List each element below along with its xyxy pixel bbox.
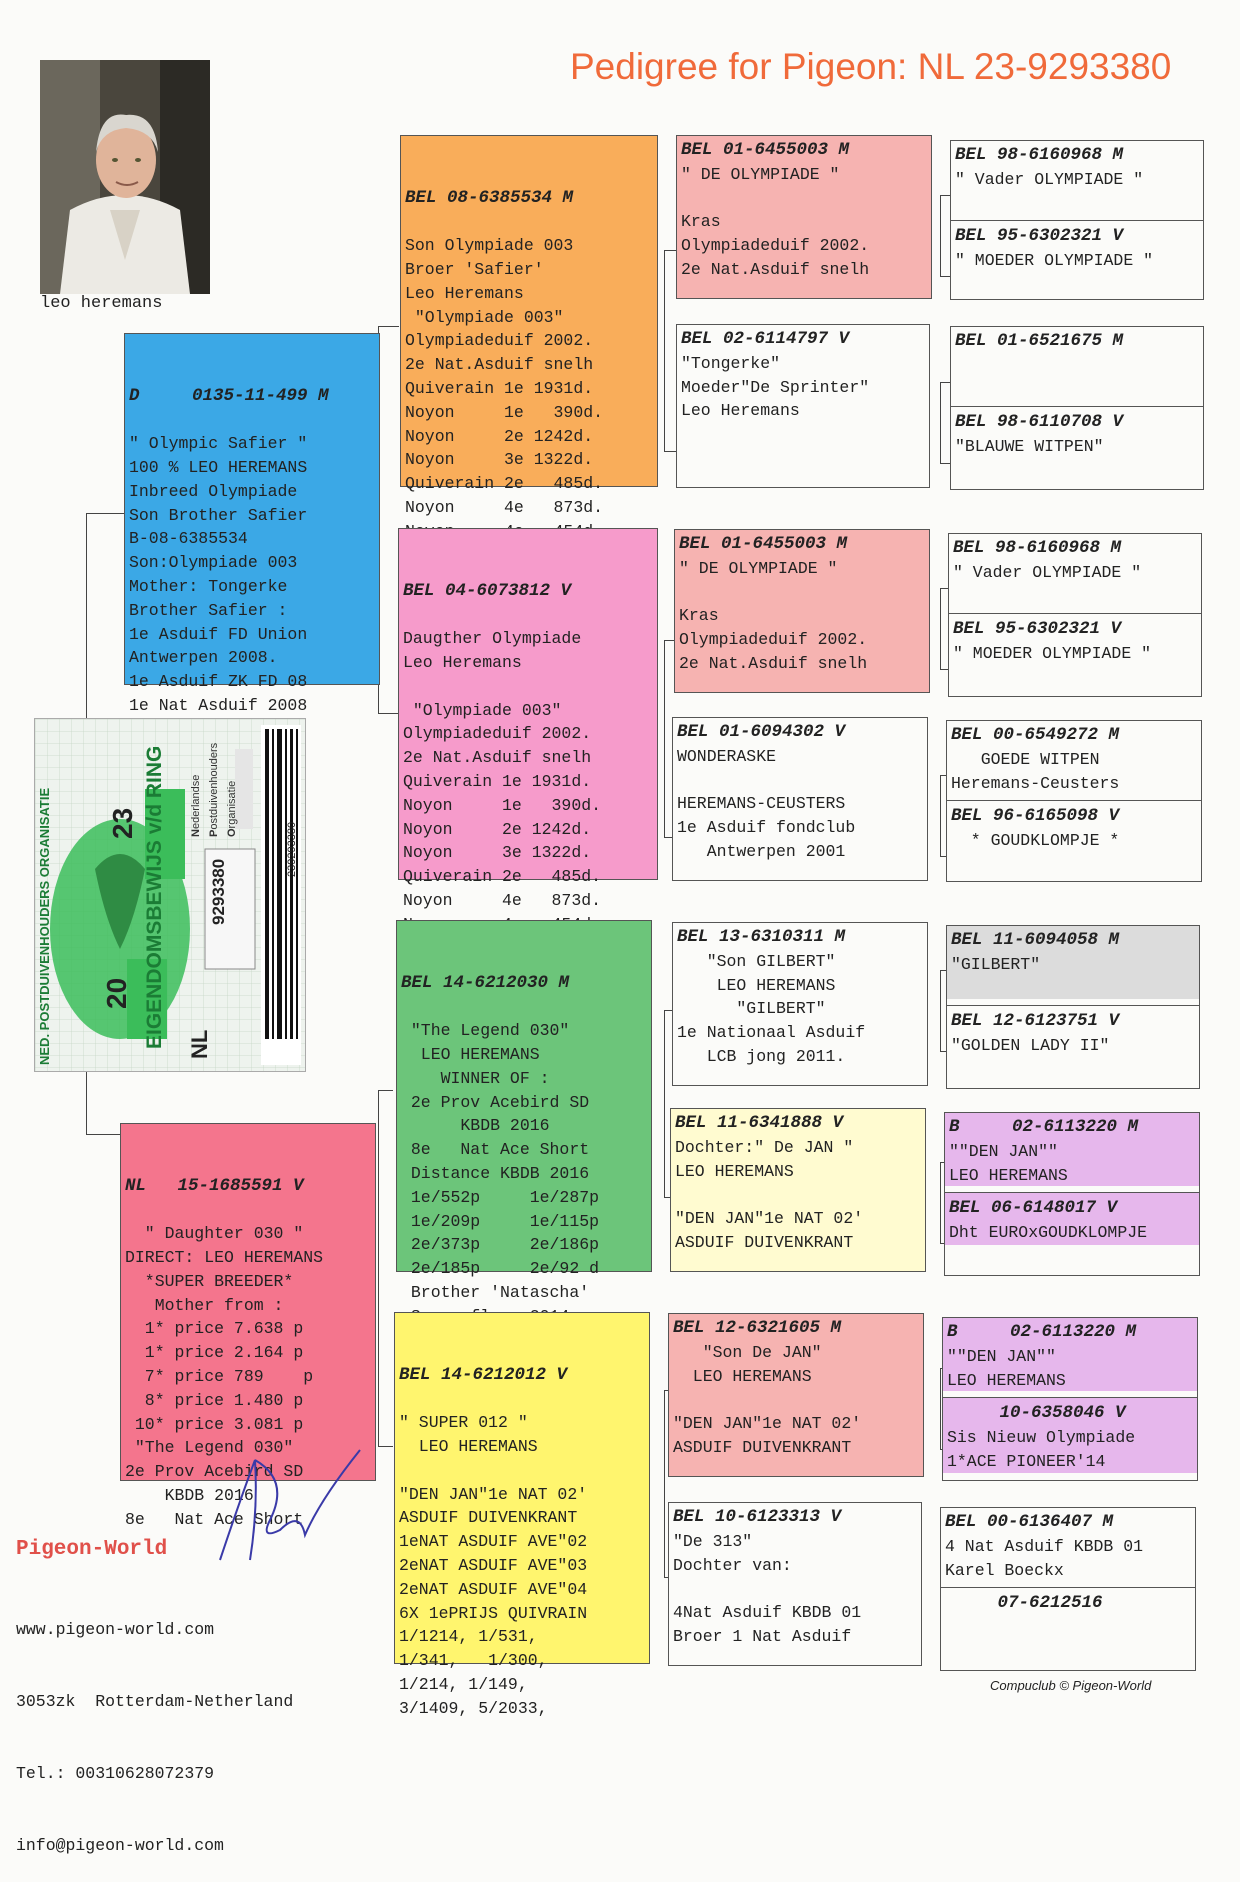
copyright-note: Compuclub © Pigeon-World <box>990 1678 1152 1693</box>
signature <box>210 1440 390 1580</box>
contact-block <box>16 1570 293 1882</box>
ggg-dam-ring: BEL 12-6123751 V <box>951 1011 1120 1031</box>
great-grandparent-2-card[interactable] <box>676 324 930 488</box>
pedigree-line: 8e Nat Ace Short <box>401 1140 590 1160</box>
pedigree-line <box>675 1183 921 1207</box>
pedigree-line: "Tongerke" <box>681 353 781 373</box>
pedigree-line: 1* price 7.638 p <box>125 1319 304 1339</box>
pedigree-line: WONDERASKE <box>677 746 777 766</box>
ggg-sire-ring: BEL 11-6094058 M <box>951 930 1120 950</box>
grandsire-1-ring: BEL 08-6385534 M <box>405 187 574 208</box>
ggg-dam-line: 1*ACE PIONEER'14 <box>947 1451 1106 1471</box>
pedigree-line: 2eNAT ASDUIF AVE"04 <box>399 1579 588 1599</box>
great-grandparent-5-card[interactable] <box>672 922 928 1086</box>
side-letter-o: O <box>226 828 238 837</box>
pedigree-line: 1eNAT ASDUIF AVE"02 <box>399 1532 588 1552</box>
pedigree-line: 6X 1ePRIJS QUIVRAIN <box>399 1603 588 1623</box>
ggg-sire-line: "GILBERT" <box>951 954 1041 974</box>
pedigree-line: DIRECT: LEO HEREMANS <box>125 1247 324 1267</box>
ggg-sire-line: ""DEN JAN"" <box>949 1141 1058 1161</box>
ggg-sire-line: " Vader OLYMPIADE " <box>953 562 1142 582</box>
pedigree-line <box>673 1577 917 1601</box>
ggg-dam-line: "GOLDEN LADY II" <box>951 1035 1110 1055</box>
ggg-sire-line <box>955 354 1199 378</box>
ggg-dam-ring: 07-6212516 <box>945 1593 1103 1613</box>
main-dam-ring: NL 15-1685591 V <box>125 1175 304 1196</box>
ggg-dam[interactable] <box>949 613 1201 666</box>
pedigree-line: Noyon 1e 390d. <box>405 402 604 422</box>
pedigree-line: "The Legend 030" <box>125 1438 294 1458</box>
ggg-dam-ring: BEL 06-6148017 V <box>949 1198 1118 1218</box>
pedigree-line: Noyon 2e 1242d. <box>405 426 594 446</box>
pedigree-line: Broer 1 Nat Asduif <box>673 1626 852 1646</box>
pedigree-line: " Daughter 030 " <box>125 1224 304 1244</box>
pedigree-line: Kras <box>681 212 721 232</box>
pedigree-line: Mother from : <box>125 1295 284 1315</box>
ggg-dam[interactable] <box>947 1005 1199 1058</box>
pedigree-line: 2e Prov Acebird SD <box>401 1092 590 1112</box>
ggg-pair-8-card[interactable] <box>940 1507 1196 1671</box>
pedigree-line: 2e Nat.Asduif snelh <box>405 355 594 375</box>
email-link[interactable]: info@pigeon-world.com <box>16 1836 224 1855</box>
pedigree-line: " Olympic Safier " <box>129 434 308 454</box>
ggg-dam-ring: 10-6358046 V <box>947 1403 1126 1423</box>
ggg-sire-line: 4 Nat Asduif KBDB 01 <box>945 1536 1144 1556</box>
ggg-pair-6-card[interactable] <box>944 1112 1200 1276</box>
ggg-dam-ring: BEL 95-6302321 V <box>953 619 1122 639</box>
great-grandparent-1-card[interactable] <box>676 135 932 299</box>
pedigree-line: 1e Asduif ZK FD 08 <box>129 672 308 692</box>
pedigree-line: "Olympiade 003" <box>405 307 564 327</box>
ggg-dam-ring: BEL 95-6302321 V <box>955 226 1124 246</box>
breeder-photo <box>40 60 210 294</box>
pedigree-line: B-08-6385534 <box>129 529 248 549</box>
pedigree-line: Leo Heremans <box>403 652 522 672</box>
pedigree-line: Quiverain 2e 485d. <box>403 867 602 887</box>
pedigree-line: Leo Heremans <box>405 283 524 303</box>
pedigree-line: " DE OLYMPIADE " <box>681 164 840 184</box>
side-word-o: rganisatie <box>226 780 238 829</box>
great-grandparent-6-card[interactable] <box>670 1108 926 1272</box>
pedigree-line: Noyon 4e 873d. <box>405 497 604 517</box>
ownership-card <box>34 718 306 1072</box>
pedigree-line: "GILBERT" <box>677 999 826 1019</box>
pedigree-line: "Son GILBERT" <box>677 951 836 971</box>
ggg-sire[interactable] <box>949 534 1201 607</box>
ggg-sire[interactable] <box>945 1113 1199 1186</box>
pedigree-line: LCB jong 2011. <box>677 1046 846 1066</box>
pedigree-line: LEO HEREMANS <box>675 1161 794 1181</box>
granddam-2-ring: BEL 14-6212012 V <box>399 1364 568 1385</box>
pedigree-line: 2e Nat.Asduif snelh <box>679 653 868 673</box>
pedigree-line <box>403 675 653 699</box>
ggg-sire[interactable] <box>947 926 1199 999</box>
pedigree-line: LEO HEREMANS <box>673 1366 812 1386</box>
pedigree-line: 7* price 789 p <box>125 1366 314 1386</box>
pedigree-line: 1e Asduif fondclub <box>677 818 856 838</box>
ggg-sire[interactable] <box>951 141 1203 214</box>
ggg-sire[interactable] <box>951 327 1203 400</box>
photo-caption: leo heremans <box>40 294 163 313</box>
side-word-n: ederlandse <box>190 774 202 830</box>
pedigree-line: Quiverain 2e 485d. <box>405 474 604 494</box>
pedigree-line: ASDUIF DUIVENKRANT <box>673 1437 852 1457</box>
pedigree-line: 1e/209p 1e/115p <box>401 1211 600 1231</box>
pedigree-line: Son Olympiade 003 <box>405 236 574 256</box>
ggg-sire-line: ""DEN JAN"" <box>947 1346 1056 1366</box>
pedigree-line: ASDUIF DUIVENKRANT <box>399 1508 578 1528</box>
side-word-p: ostduivenhouders <box>208 742 220 830</box>
pedigree-line: Noyon 4e 873d. <box>403 890 602 910</box>
pedigree-line: "DEN JAN"1e NAT 02' <box>673 1414 862 1434</box>
ggg-pair-1-card[interactable] <box>950 140 1204 300</box>
ggg-sire-line: " Vader OLYMPIADE " <box>955 169 1144 189</box>
great-grandparent-8-ring: BEL 10-6123313 V <box>673 1507 842 1527</box>
grandsire-2-card[interactable] <box>396 920 652 1302</box>
ggg-dam[interactable] <box>947 800 1201 853</box>
pedigree-line: Son:Olympiade 003 <box>129 553 298 573</box>
granddam-2-card[interactable] <box>394 1312 650 1718</box>
pedigree-line: "Olympiade 003" <box>403 700 562 720</box>
pedigree-line: 100 % LEO HEREMANS <box>129 457 308 477</box>
pedigree-line: " SUPER 012 " <box>399 1413 528 1433</box>
ring-card-year-right: 23 <box>107 807 138 839</box>
pedigree-line: *SUPER BREEDER* <box>125 1271 294 1291</box>
pedigree-line <box>681 187 927 211</box>
ring-card-country: NL <box>187 1029 212 1059</box>
ring-card-title-text: EIGENDOMSBEWIJS <box>143 840 166 1049</box>
pedigree-line: 1e Nat Asduif 2008 <box>129 695 308 715</box>
pedigree-line: Antwerpen 2001 <box>677 841 846 861</box>
ring-card-year-left: 20 <box>101 977 132 1009</box>
pedigree-line: KBDB 2016 <box>401 1116 550 1136</box>
pedigree-line: Quiverain 1e 1931d. <box>405 378 594 398</box>
pedigree-line: 1e Asduif FD Union <box>129 624 308 644</box>
ggg-dam-line: Dht EUROxGOUDKLOMPJE <box>949 1222 1148 1242</box>
pedigree-line: 1* price 2.164 p <box>125 1343 304 1363</box>
ring-card-side-text <box>187 743 241 837</box>
main-dam-card[interactable] <box>120 1123 376 1529</box>
great-grandparent-6-ring: BEL 11-6341888 V <box>675 1113 844 1133</box>
pedigree-line: Antwerpen 2008. <box>129 648 278 668</box>
pedigree-line: 10* price 3.081 p <box>125 1414 304 1434</box>
pedigree-line: 3/1409, 5/2033, <box>399 1698 548 1718</box>
ggg-dam-line: Sis Nieuw Olympiade <box>947 1427 1136 1447</box>
ring-card-number: 9293380 <box>209 858 228 925</box>
ggg-sire-ring: B 02-6113220 M <box>949 1117 1139 1137</box>
brand-name: Pigeon-World <box>16 1538 168 1561</box>
great-grandparent-8-card[interactable] <box>668 1502 922 1666</box>
pedigree-line: Moeder"De Sprinter" <box>681 377 870 397</box>
grandsire-2-ring: BEL 14-6212030 M <box>401 972 570 993</box>
pedigree-line: Distance KBDB 2016 <box>401 1163 590 1183</box>
pedigree-line: Inbreed Olympiade <box>129 481 298 501</box>
ring-card-barcode-number: 239293380 <box>286 821 298 877</box>
pedigree-line: ASDUIF DUIVENKRANT <box>675 1232 854 1252</box>
website-link[interactable]: www.pigeon-world.com <box>16 1620 215 1639</box>
pedigree-line: 2e Prov Acebird SD <box>125 1462 304 1482</box>
address-line: 3053zk Rotterdam-Netherland <box>16 1692 294 1711</box>
pedigree-line: "Son De JAN" <box>673 1342 822 1362</box>
phone-line: Tel.: 00310628072379 <box>16 1764 215 1783</box>
ggg-dam-line: * GOUDKLOMPJE * <box>951 830 1120 850</box>
connector-dam <box>378 1090 393 1447</box>
pedigree-line <box>679 581 925 605</box>
ggg-dam-line: " MOEDER OLYMPIADE " <box>953 643 1152 663</box>
great-grandparent-3-card[interactable] <box>674 529 930 693</box>
great-grandparent-1-ring: BEL 01-6455003 M <box>681 140 850 160</box>
ggg-sire[interactable] <box>943 1318 1197 1391</box>
ggg-dam[interactable] <box>945 1192 1199 1245</box>
ggg-sire-line: Heremans-Ceusters <box>951 773 1120 793</box>
pedigree-line: Dochter van: <box>673 1555 792 1575</box>
pedigree-line: Quiverain 1e 1931d. <box>403 771 592 791</box>
great-grandparent-7-card[interactable] <box>668 1313 924 1477</box>
ggg-dam[interactable] <box>951 220 1203 273</box>
pedigree-line: Kras <box>679 606 719 626</box>
grandsire-1-card[interactable] <box>400 135 658 517</box>
great-grandparent-4-ring: BEL 01-6094302 V <box>677 722 846 742</box>
ggg-sire-ring: BEL 01-6521675 M <box>955 331 1124 351</box>
great-grandparent-3-ring: BEL 01-6455003 M <box>679 534 848 554</box>
ggg-dam[interactable] <box>941 1587 1195 1640</box>
pedigree-line: 1/341, 1/300, <box>399 1651 548 1671</box>
ggg-sire-ring: BEL 00-6136407 M <box>945 1512 1114 1532</box>
pedigree-line: Olympiadeduif 2002. <box>679 630 868 650</box>
ggg-pair-3-card[interactable] <box>948 533 1202 697</box>
ggg-dam-line: "BLAUWE WITPEN" <box>955 436 1104 456</box>
pedigree-line: 2e Nat.Asduif snelh <box>681 259 870 279</box>
pedigree-line: 8e Nat Ace Short <box>125 1509 304 1529</box>
pedigree-line: 1e/552p 1e/287p <box>401 1187 600 1207</box>
ggg-sire-line: Karel Boeckx <box>945 1560 1064 1580</box>
pedigree-line: LEO HEREMANS <box>399 1436 538 1456</box>
pedigree-line: Noyon 2e 1242d. <box>403 819 592 839</box>
ggg-sire-line: LEO HEREMANS <box>949 1165 1068 1185</box>
ggg-pair-2-card[interactable] <box>950 326 1204 490</box>
ownership-card-graphic <box>35 719 305 1071</box>
pedigree-line: 1/1214, 1/531, <box>399 1627 538 1647</box>
ggg-dam[interactable] <box>951 406 1203 459</box>
ggg-sire-ring: BEL 00-6549272 M <box>951 725 1120 745</box>
breeder-photo-image <box>40 60 210 294</box>
side-letter-n: N <box>190 829 202 837</box>
pedigree-line: Leo Heremans <box>681 401 800 421</box>
side-letter-p: P <box>208 829 220 837</box>
pedigree-line: 2e/373p 2e/186p <box>401 1235 600 1255</box>
pedigree-line: Brother Safier : <box>129 600 288 620</box>
pedigree-line: 1/214, 1/149, <box>399 1674 528 1694</box>
page-title: Pedigree for Pigeon: NL 23-9293380 <box>570 46 1172 87</box>
granddam-1-card[interactable] <box>398 528 658 910</box>
great-grandparent-5-ring: BEL 13-6310311 M <box>677 927 846 947</box>
pedigree-line: 1e Nationaal Asduif <box>677 1023 866 1043</box>
ring-card-side-o <box>223 743 241 837</box>
pedigree-line: WINNER OF : <box>401 1068 550 1088</box>
pedigree-line: Olympiadeduif 2002. <box>403 724 592 744</box>
ggg-sire-line: LEO HEREMANS <box>947 1370 1066 1390</box>
pedigree-line: Noyon 1e 390d. <box>403 795 602 815</box>
pedigree-line: Olympiadeduif 2002. <box>681 236 870 256</box>
main-sire-card[interactable] <box>124 333 380 715</box>
pedigree-line <box>399 1459 645 1483</box>
ring-card-side-n <box>187 743 205 837</box>
ring-card-org: NED. POSTDUIVENHOUDERS ORGANISATIE <box>37 787 52 1065</box>
pedigree-line: 8* price 1.480 p <box>125 1390 304 1410</box>
pedigree-line: 2eNAT ASDUIF AVE"03 <box>399 1555 588 1575</box>
ggg-sire-line: GOEDE WITPEN <box>951 749 1100 769</box>
pedigree-line: 2e Nat.Asduif snelh <box>403 748 592 768</box>
ggg-sire[interactable] <box>941 1508 1195 1581</box>
ggg-sire-ring: B 02-6113220 M <box>947 1322 1137 1342</box>
ggg-dam-line <box>945 1616 1191 1640</box>
ggg-sire-ring: BEL 98-6160968 M <box>953 538 1122 558</box>
pedigree-line: Brother 'Natascha' <box>401 1282 590 1302</box>
pedigree-line: "DEN JAN"1e NAT 02' <box>675 1209 864 1229</box>
pedigree-line: " DE OLYMPIADE " <box>679 558 838 578</box>
ggg-dam-ring: BEL 98-6110708 V <box>955 412 1124 432</box>
ring-card-side-p <box>205 743 223 837</box>
great-grandparent-4-card[interactable] <box>672 717 928 881</box>
great-grandparent-2-ring: BEL 02-6114797 V <box>681 329 850 349</box>
pedigree-line: LEO HEREMANS <box>677 975 836 995</box>
pedigree-line: HEREMANS-CEUSTERS <box>677 794 846 814</box>
pedigree-line: Broer 'Safier' <box>405 259 544 279</box>
great-grandparent-7-ring: BEL 12-6321605 M <box>673 1318 842 1338</box>
pedigree-line: "De 313" <box>673 1531 753 1551</box>
ggg-dam[interactable] <box>943 1397 1197 1473</box>
pedigree-line: 4Nat Asduif KBDB 01 <box>673 1603 862 1623</box>
pedigree-line: 2e/185p 2e/92 d <box>401 1259 600 1279</box>
ggg-sire[interactable] <box>947 721 1201 794</box>
ggg-dam-line: " MOEDER OLYMPIADE " <box>955 250 1154 270</box>
main-sire-ring: D 0135-11-499 M <box>129 385 329 406</box>
pedigree-line: KBDB 2016 <box>125 1485 254 1505</box>
pedigree-line: Mother: Tongerke <box>129 576 288 596</box>
connector-sire <box>378 326 399 714</box>
pedigree-line: "DEN JAN"1e NAT 02' <box>399 1484 588 1504</box>
pedigree-line: Daugther Olympiade <box>403 629 582 649</box>
pedigree-line: Dochter:" De JAN " <box>675 1137 854 1157</box>
ring-card-ring-label: v/d RING <box>143 745 166 835</box>
ggg-sire-ring: BEL 98-6160968 M <box>955 145 1124 165</box>
pedigree-line <box>677 769 923 793</box>
pedigree-line: LEO HEREMANS <box>401 1044 540 1064</box>
ggg-pair-5-card[interactable] <box>946 925 1200 1089</box>
pedigree-line: Olympiadeduif 2002. <box>405 331 594 351</box>
pedigree-line <box>673 1388 919 1412</box>
pedigree-line: "The Legend 030" <box>401 1021 570 1041</box>
pedigree-line: Noyon 3e 1322d. <box>405 450 594 470</box>
ggg-pair-7-card[interactable] <box>942 1317 1198 1481</box>
ggg-pair-4-card[interactable] <box>946 720 1202 882</box>
pedigree-line: Son Brother Safier <box>129 505 308 525</box>
pedigree-line: Noyon 3e 1322d. <box>403 843 592 863</box>
ring-card-title <box>143 745 167 1049</box>
granddam-1-ring: BEL 04-6073812 V <box>403 580 572 601</box>
ggg-dam-ring: BEL 96-6165098 V <box>951 806 1120 826</box>
